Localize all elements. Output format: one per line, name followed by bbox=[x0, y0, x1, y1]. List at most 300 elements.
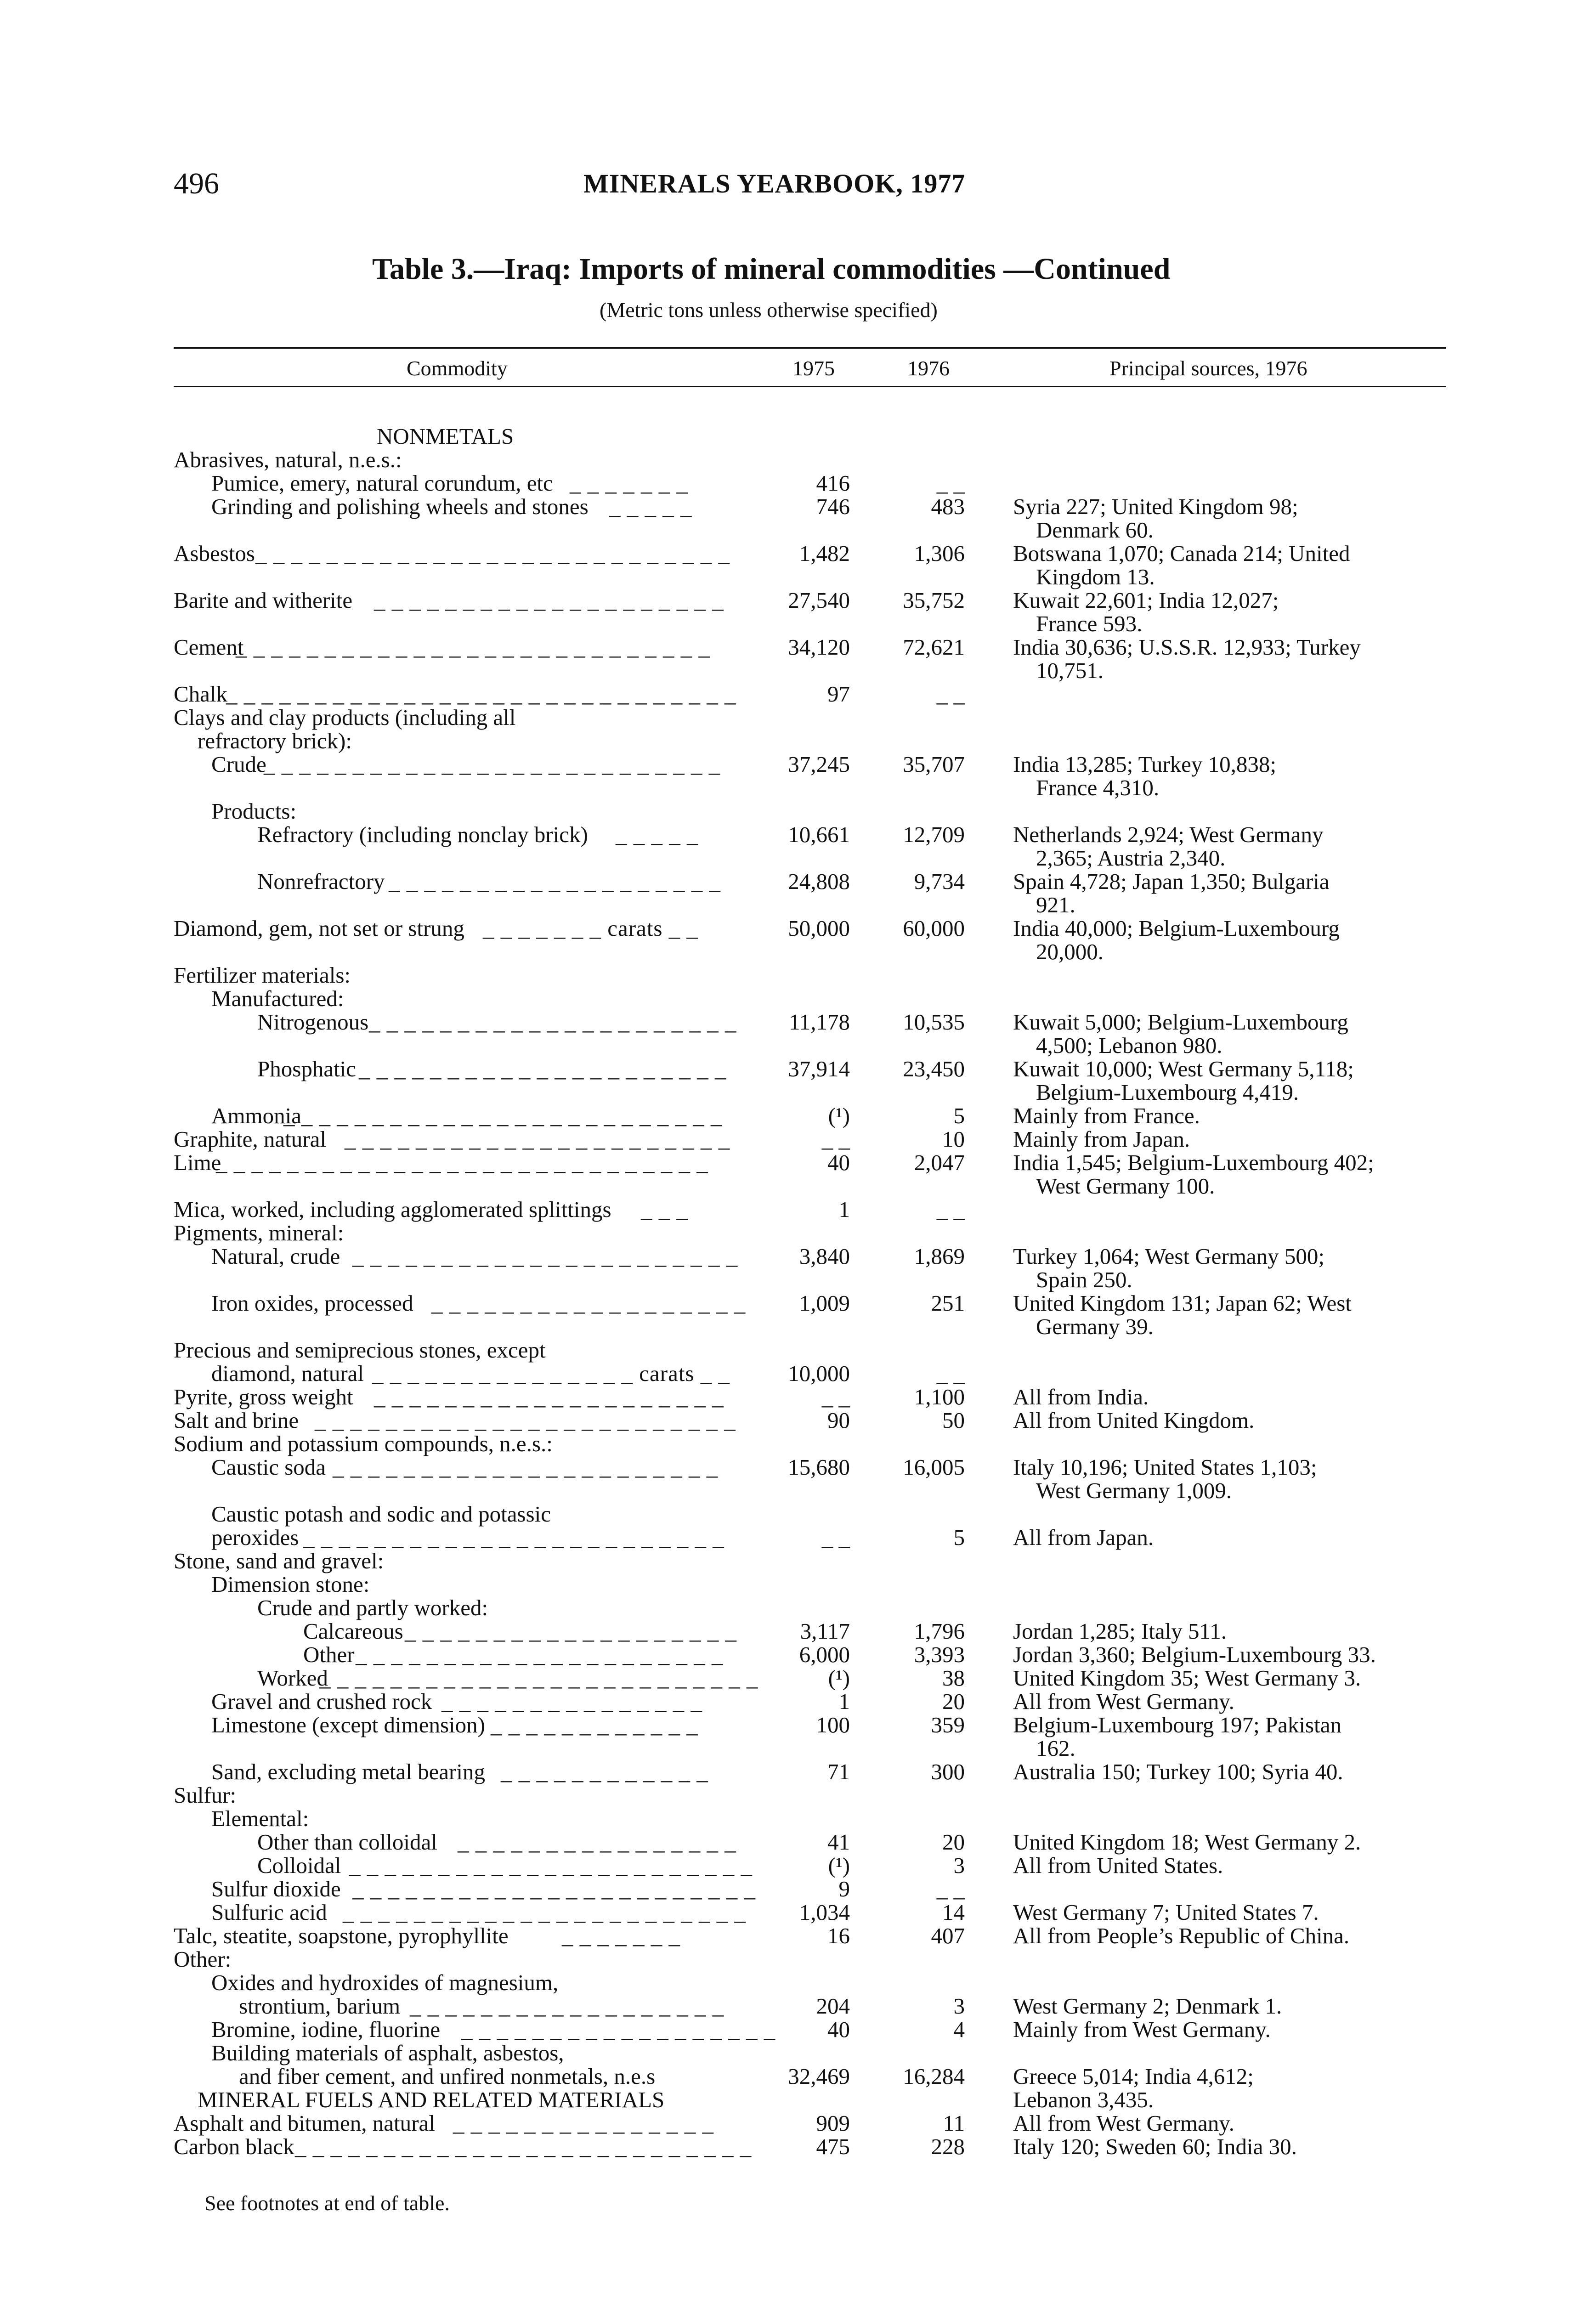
cell-1976: _ _ bbox=[936, 1361, 965, 1386]
cell-commodity: Sulfur dioxide bbox=[211, 1876, 341, 1901]
cell-1976: 407 bbox=[931, 1923, 965, 1948]
table-row bbox=[0, 1643, 1596, 1666]
top-rule bbox=[174, 347, 1446, 349]
cell-1975: 1,482 bbox=[799, 541, 850, 566]
table-row bbox=[0, 1081, 1596, 1103]
cell-sources: Jordan 3,360; Belgium-Luxembourg 33. bbox=[1013, 1642, 1376, 1667]
table-row bbox=[0, 1807, 1596, 1830]
table-subtitle: (Metric tons unless otherwise specified) bbox=[600, 298, 938, 322]
cell-1975: 32,469 bbox=[788, 2064, 850, 2089]
table-row bbox=[0, 1432, 1596, 1455]
table-row bbox=[0, 1901, 1596, 1924]
cell-commodity: Sulfur: bbox=[174, 1782, 237, 1808]
cell-sources: Kuwait 10,000; West Germany 5,118; bbox=[1013, 1056, 1354, 1081]
cell-sources: Germany 39. bbox=[1036, 1314, 1154, 1339]
table-row bbox=[0, 542, 1596, 565]
cell-1976: 1,869 bbox=[914, 1244, 965, 1269]
cell-1976: 11 bbox=[943, 2110, 965, 2136]
cell-leader: _ _ _ _ _ _ _ _ _ _ _ _ bbox=[501, 1759, 708, 1784]
cell-1976: 2,047 bbox=[914, 1150, 965, 1175]
cell-sources: 4,500; Lebanon 980. bbox=[1036, 1033, 1222, 1058]
cell-1975: (¹) bbox=[828, 1853, 850, 1878]
table-row bbox=[0, 1573, 1596, 1595]
cell-sources: West Germany 1,009. bbox=[1036, 1478, 1232, 1503]
table-row bbox=[0, 1058, 1596, 1080]
cell-commodity: Gravel and crushed rock bbox=[211, 1689, 432, 1714]
cell-sources: United Kingdom 131; Japan 62; West bbox=[1013, 1290, 1352, 1316]
cell-leader: _ _ _ _ _ _ _ _ _ _ _ _ _ _ _ _ _ _ _ _ _ _ _ _ _ _ _ _ bbox=[216, 1150, 708, 1175]
table-row bbox=[0, 659, 1596, 682]
cell-leader: _ _ _ _ _ bbox=[616, 822, 699, 847]
table-row bbox=[0, 940, 1596, 963]
cell-1976: 1,100 bbox=[914, 1384, 965, 1409]
cell-1976: 228 bbox=[931, 2134, 965, 2159]
table-row bbox=[0, 2042, 1596, 2064]
cell-sources: West Germany 7; United States 7. bbox=[1013, 1900, 1319, 1925]
cell-sources: Mainly from Japan. bbox=[1013, 1126, 1190, 1152]
table-row bbox=[0, 894, 1596, 916]
cell-leader: _ _ _ _ _ _ _ _ _ _ _ _ _ _ _ _ _ _ _ bbox=[405, 1618, 737, 1644]
cell-commodity: Diamond, gem, not set or strung bbox=[174, 916, 464, 941]
cell-commodity: Crude bbox=[211, 752, 266, 777]
cell-1976: 251 bbox=[931, 1290, 965, 1316]
cell-sources: Mainly from France. bbox=[1013, 1103, 1200, 1128]
cell-1975: 10,000 bbox=[788, 1361, 850, 1386]
cell-1976: 50 bbox=[942, 1408, 965, 1433]
cell-1976: 35,707 bbox=[903, 752, 965, 777]
table-row bbox=[0, 776, 1596, 799]
page-number: 496 bbox=[174, 167, 219, 200]
table-row bbox=[0, 1222, 1596, 1244]
cell-leader: _ _ _ _ _ _ _ _ _ _ _ _ _ _ _ _ _ _ _ _ _ _ _ _ _ _ _ bbox=[255, 541, 730, 566]
table-row bbox=[0, 1409, 1596, 1431]
table-row bbox=[0, 753, 1596, 775]
cell-1975: 71 bbox=[827, 1759, 850, 1784]
cell-1975: 97 bbox=[827, 681, 850, 707]
cell-commodity: Talc, steatite, soapstone, pyrophyllite bbox=[174, 1923, 509, 1948]
table-row bbox=[0, 1760, 1596, 1783]
table-row bbox=[0, 425, 1596, 447]
cell-sources: Italy 120; Sweden 60; India 30. bbox=[1013, 2134, 1297, 2159]
cell-sources: 921. bbox=[1036, 892, 1075, 917]
cell-sources: India 30,636; U.S.S.R. 12,933; Turkey bbox=[1013, 634, 1361, 660]
cell-commodity: MINERAL FUELS AND RELATED MATERIALS bbox=[198, 2087, 665, 2112]
cell-1976: _ _ bbox=[936, 1876, 965, 1901]
table-row bbox=[0, 1245, 1596, 1267]
cell-leader: _ _ _ _ _ _ _ _ _ _ _ _ _ _ _ _ _ _ _ _ _ _ bbox=[333, 1454, 719, 1480]
table-row bbox=[0, 2135, 1596, 2158]
cell-1976: 359 bbox=[931, 1712, 965, 1737]
cell-commodity: diamond, natural bbox=[211, 1361, 364, 1386]
cell-sources: All from United Kingdom. bbox=[1013, 1408, 1255, 1433]
table-row bbox=[0, 1151, 1596, 1174]
cell-1976: 9,734 bbox=[914, 869, 965, 894]
cell-sources: Jordan 1,285; Italy 511. bbox=[1013, 1618, 1227, 1644]
table-row bbox=[0, 1104, 1596, 1127]
cell-leader: _ _ _ _ _ _ _ _ _ _ _ _ _ _ _ _ _ _ bbox=[461, 2017, 776, 2042]
cell-1975: 15,680 bbox=[788, 1454, 850, 1480]
header-sources: Principal sources, 1976 bbox=[1109, 356, 1307, 380]
cell-1976: 5 bbox=[953, 1525, 965, 1550]
cell-1976: 72,621 bbox=[903, 634, 965, 660]
cell-sources: Belgium-Luxembourg 197; Pakistan bbox=[1013, 1712, 1341, 1737]
cell-leader: _ _ _ _ _ _ _ _ _ _ _ _ _ _ _ _ _ _ _ _ _ _ _ _ _ _ bbox=[295, 2134, 752, 2159]
cell-1975: 9 bbox=[838, 1876, 850, 1901]
cell-sources: Kuwait 22,601; India 12,027; bbox=[1013, 588, 1279, 613]
cell-commodity: Elemental: bbox=[211, 1806, 309, 1831]
table-row bbox=[0, 1526, 1596, 1549]
cell-1976: 20 bbox=[942, 1689, 965, 1714]
cell-leader: _ _ _ _ _ _ _ _ _ _ _ _ _ _ _ _ _ _ _ _ bbox=[374, 1384, 724, 1409]
table-row bbox=[0, 566, 1596, 588]
table-row bbox=[0, 1714, 1596, 1736]
cell-commodity: Nitrogenous bbox=[257, 1009, 369, 1035]
table-row bbox=[0, 1620, 1596, 1642]
footnote: See footnotes at end of table. bbox=[204, 2191, 450, 2215]
table-row bbox=[0, 870, 1596, 893]
table-row bbox=[0, 730, 1596, 752]
cell-commodity: Sand, excluding metal bearing bbox=[211, 1759, 485, 1784]
table-row bbox=[0, 1128, 1596, 1150]
cell-commodity: Fertilizer materials: bbox=[174, 962, 351, 988]
table-row bbox=[0, 2112, 1596, 2134]
cell-commodity: Oxides and hydroxides of magnesium, bbox=[211, 1970, 559, 1995]
cell-sources: All from United States. bbox=[1013, 1853, 1223, 1878]
cell-1975: 40 bbox=[827, 1150, 850, 1175]
cell-1976: 5 bbox=[953, 1103, 965, 1128]
cell-sources: All from West Germany. bbox=[1013, 2110, 1234, 2136]
cell-1975: 1,009 bbox=[799, 1290, 850, 1316]
table-row bbox=[0, 1971, 1596, 1994]
cell-1976: 60,000 bbox=[903, 916, 965, 941]
table-row bbox=[0, 1784, 1596, 1806]
cell-1976: 1,306 bbox=[914, 541, 965, 566]
table-row bbox=[0, 1339, 1596, 1361]
cell-sources: Turkey 1,064; West Germany 500; bbox=[1013, 1244, 1324, 1269]
cell-sources: India 1,545; Belgium-Luxembourg 402; bbox=[1013, 1150, 1374, 1175]
cell-leader: _ _ _ _ _ _ _ _ _ _ _ _ _ _ _ _ bbox=[458, 1829, 736, 1855]
table-row bbox=[0, 1315, 1596, 1338]
cell-1976: 3 bbox=[953, 1993, 965, 2019]
table-row bbox=[0, 917, 1596, 939]
header-commodity: Commodity bbox=[407, 356, 508, 380]
cell-leader: _ _ _ _ _ _ _ _ _ _ _ _ _ _ _ _ _ _ _ _ _ _ _ _ bbox=[315, 1408, 736, 1433]
cell-commodity: Refractory (including nonclay brick) bbox=[257, 822, 588, 847]
cell-commodity: Other bbox=[303, 1642, 355, 1667]
table-row bbox=[0, 1831, 1596, 1853]
header-1976: 1976 bbox=[907, 356, 950, 380]
cell-commodity: Caustic potash and sodic and potassic bbox=[211, 1501, 551, 1527]
cell-sources: Lebanon 3,435. bbox=[1013, 2087, 1154, 2112]
cell-leader: _ _ _ _ _ _ _ _ _ _ _ _ _ _ _ _ _ _ _ bbox=[389, 869, 721, 894]
table-row bbox=[0, 1034, 1596, 1057]
cell-leader: _ _ _ _ _ _ _ _ _ _ _ _ _ _ _ _ _ _ _ _ bbox=[374, 588, 724, 613]
table-row bbox=[0, 706, 1596, 729]
cell-1976: 3 bbox=[953, 1853, 965, 1878]
cell-commodity: Phosphatic bbox=[257, 1056, 357, 1081]
cell-commodity: Chalk bbox=[174, 681, 228, 707]
table-row bbox=[0, 1995, 1596, 2017]
cell-1976: 10 bbox=[942, 1126, 965, 1152]
cell-leader: _ _ _ _ _ _ _ _ _ _ _ _ _ _ _ _ _ _ _ _ _ bbox=[369, 1009, 737, 1035]
cell-commodity: refractory brick): bbox=[198, 728, 352, 753]
cell-sources: France 4,310. bbox=[1036, 775, 1160, 800]
cell-1976: 10,535 bbox=[903, 1009, 965, 1035]
cell-leader: _ _ _ _ _ _ _ _ _ _ _ _ _ _ _ carats _ _ bbox=[372, 1361, 730, 1386]
cell-commodity: Limestone (except dimension) bbox=[211, 1712, 485, 1737]
cell-1976: _ _ bbox=[936, 1197, 965, 1222]
cell-1976: 4 bbox=[953, 2017, 965, 2042]
cell-leader: _ _ _ _ _ _ _ _ _ _ _ _ _ _ _ _ _ _ _ _ _ _ bbox=[345, 1126, 730, 1152]
table-row bbox=[0, 1362, 1596, 1385]
cell-sources: Australia 150; Turkey 100; Syria 40. bbox=[1013, 1759, 1343, 1784]
cell-commodity: Clays and clay products (including all bbox=[174, 705, 516, 730]
table-row bbox=[0, 1175, 1596, 1197]
cell-sources: 20,000. bbox=[1036, 939, 1104, 964]
table-row bbox=[0, 1386, 1596, 1408]
table-row bbox=[0, 964, 1596, 986]
cell-leader: _ _ _ _ _ _ _ _ _ _ _ _ _ _ _ _ _ _ _ _ _ _ _ bbox=[343, 1900, 746, 1925]
cell-commodity: Crude and partly worked: bbox=[257, 1595, 488, 1620]
cell-leader: _ _ _ _ _ _ _ _ _ _ _ _ _ _ _ _ _ _ _ _ _ _ _ _ _ bbox=[319, 1665, 758, 1691]
cell-leader: _ _ _ _ _ _ _ _ _ _ _ _ _ _ _ _ _ _ _ _ _ _ bbox=[352, 1244, 738, 1269]
cell-commodity: Sulfuric acid bbox=[211, 1900, 327, 1925]
cell-1976: 16,005 bbox=[903, 1454, 965, 1480]
table-row bbox=[0, 1737, 1596, 1760]
cell-1976: 12,709 bbox=[903, 822, 965, 847]
cell-commodity: Calcareous bbox=[303, 1618, 403, 1644]
table-title: Table 3.—Iraq: Imports of mineral commodities —Continued bbox=[372, 252, 1171, 286]
cell-commodity: Natural, crude bbox=[211, 1244, 340, 1269]
cell-commodity: Building materials of asphalt, asbestos, bbox=[211, 2040, 564, 2065]
header-rule bbox=[174, 386, 1446, 387]
cell-sources: All from People’s Republic of China. bbox=[1013, 1923, 1350, 1948]
cell-1975: 11,178 bbox=[789, 1009, 850, 1035]
table-row bbox=[0, 448, 1596, 471]
cell-leader: _ _ _ _ _ _ _ _ _ _ _ _ _ _ _ _ _ _ _ _ _ _ _ _ _ bbox=[283, 1103, 723, 1128]
cell-commodity: Salt and brine bbox=[174, 1408, 299, 1433]
table-row bbox=[0, 1878, 1596, 1900]
cell-1975: 24,808 bbox=[788, 869, 850, 894]
cell-1976: 35,752 bbox=[903, 588, 965, 613]
cell-leader: _ _ _ _ _ _ _ _ _ _ _ _ _ _ _ _ _ _ bbox=[431, 1290, 746, 1316]
cell-commodity: Graphite, natural bbox=[174, 1126, 326, 1152]
cell-leader: _ _ _ _ _ _ _ _ _ _ _ _ _ _ _ _ _ _ _ _ _ _ _ _ _ _ bbox=[264, 752, 721, 777]
table-row bbox=[0, 495, 1596, 518]
table-row bbox=[0, 472, 1596, 494]
cell-sources: Spain 4,728; Japan 1,350; Bulgaria bbox=[1013, 869, 1330, 894]
cell-leader: _ _ _ _ _ _ _ _ _ _ _ _ _ _ _ _ _ _ _ _ _ _ _ bbox=[352, 1876, 756, 1901]
cell-sources: United Kingdom 35; West Germany 3. bbox=[1013, 1665, 1361, 1691]
cell-leader: _ _ _ _ _ _ _ bbox=[570, 470, 688, 496]
cell-1975: 746 bbox=[816, 494, 850, 519]
cell-sources: West Germany 100. bbox=[1036, 1173, 1215, 1199]
cell-1975: 40 bbox=[827, 2017, 850, 2042]
cell-1975: 1 bbox=[838, 1689, 850, 1714]
cell-leader: _ _ _ _ _ _ _ _ _ _ _ _ _ _ _ _ _ _ _ _ _ _ _ _ _ _ _ _ _ bbox=[226, 681, 736, 707]
cell-1976: _ _ bbox=[936, 470, 965, 496]
table-row bbox=[0, 1503, 1596, 1525]
table-row bbox=[0, 1456, 1596, 1478]
cell-commodity: Colloidal bbox=[257, 1853, 341, 1878]
cell-1976: 1,796 bbox=[914, 1618, 965, 1644]
cell-leader: _ _ _ _ _ _ _ bbox=[562, 1923, 680, 1948]
cell-sources: Kuwait 5,000; Belgium-Luxembourg bbox=[1013, 1009, 1348, 1035]
cell-commodity: and fiber cement, and unfired nonmetals, n.e.s bbox=[239, 2064, 656, 2089]
cell-1975: 204 bbox=[816, 1993, 850, 2019]
cell-1975: 37,914 bbox=[788, 1056, 850, 1081]
table-row bbox=[0, 847, 1596, 869]
cell-leader: _ _ _ _ _ bbox=[609, 494, 692, 519]
table-row bbox=[0, 2018, 1596, 2041]
table-row bbox=[0, 1667, 1596, 1689]
cell-sources: 162. bbox=[1036, 1736, 1075, 1761]
table-row bbox=[0, 1479, 1596, 1502]
cell-commodity: Other than colloidal bbox=[257, 1829, 437, 1855]
cell-commodity: Lime bbox=[174, 1150, 221, 1175]
running-head: MINERALS YEARBOOK, 1977 bbox=[583, 169, 966, 198]
cell-sources: 2,365; Austria 2,340. bbox=[1036, 845, 1226, 871]
cell-1975: (¹) bbox=[828, 1665, 850, 1691]
cell-commodity: peroxides bbox=[211, 1525, 299, 1550]
cell-1976: 483 bbox=[931, 494, 965, 519]
table-row bbox=[0, 823, 1596, 846]
cell-commodity: Cement bbox=[174, 634, 244, 660]
cell-sources: Kingdom 13. bbox=[1036, 564, 1155, 589]
table-row bbox=[0, 683, 1596, 705]
cell-1976: 38 bbox=[942, 1665, 965, 1691]
cell-commodity: Precious and semiprecious stones, except bbox=[174, 1337, 546, 1363]
table-row bbox=[0, 1596, 1596, 1619]
cell-1975: (¹) bbox=[828, 1103, 850, 1128]
cell-leader: _ _ _ _ _ _ _ _ _ _ _ _ _ _ _ _ _ _ bbox=[410, 1993, 724, 2019]
cell-commodity: Pyrite, gross weight bbox=[174, 1384, 353, 1409]
table-row bbox=[0, 1011, 1596, 1033]
cell-1976: 300 bbox=[931, 1759, 965, 1784]
cell-commodity: Stone, sand and gravel: bbox=[174, 1548, 384, 1573]
cell-1975: _ _ bbox=[821, 1384, 850, 1409]
cell-commodity: Caustic soda bbox=[211, 1454, 326, 1480]
cell-1975: _ _ bbox=[821, 1126, 850, 1152]
cell-sources: All from India. bbox=[1013, 1384, 1149, 1409]
table-row bbox=[0, 987, 1596, 1010]
cell-leader: _ _ _ _ _ _ _ carats _ _ bbox=[483, 916, 698, 941]
cell-1975: 50,000 bbox=[788, 916, 850, 941]
table-row bbox=[0, 2065, 1596, 2088]
cell-leader: _ _ _ _ _ _ _ _ _ _ _ _ _ _ _ _ _ _ _ _ _ _ _ bbox=[349, 1853, 753, 1878]
cell-sources: Mainly from West Germany. bbox=[1013, 2017, 1271, 2042]
cell-1975: 416 bbox=[816, 470, 850, 496]
cell-1975: 475 bbox=[816, 2134, 850, 2159]
cell-1975: 100 bbox=[816, 1712, 850, 1737]
table-row bbox=[0, 1854, 1596, 1877]
cell-1976: 14 bbox=[942, 1900, 965, 1925]
cell-1975: 90 bbox=[827, 1408, 850, 1433]
cell-1975: 3,840 bbox=[799, 1244, 850, 1269]
table-row bbox=[0, 589, 1596, 611]
cell-leader: _ _ _ _ _ _ _ _ _ _ _ _ _ _ _ _ _ _ _ _ _ bbox=[359, 1056, 727, 1081]
cell-sources: Botswana 1,070; Canada 214; United bbox=[1013, 541, 1350, 566]
cell-commodity: strontium, barium bbox=[239, 1993, 401, 2019]
table-row bbox=[0, 1268, 1596, 1291]
header-1975: 1975 bbox=[792, 356, 835, 380]
cell-1975: 37,245 bbox=[788, 752, 850, 777]
cell-1975: 10,661 bbox=[788, 822, 850, 847]
cell-leader: _ _ _ _ _ _ _ _ _ _ _ _ _ _ _ _ _ _ _ _ _ bbox=[356, 1642, 724, 1667]
cell-1975: 1,034 bbox=[799, 1900, 850, 1925]
cell-sources: India 40,000; Belgium-Luxembourg bbox=[1013, 916, 1340, 941]
cell-1975: 41 bbox=[827, 1829, 850, 1855]
cell-commodity: Bromine, iodine, fluorine bbox=[211, 2017, 441, 2042]
table-row bbox=[0, 636, 1596, 658]
cell-commodity: Mica, worked, including agglomerated splittings bbox=[174, 1197, 611, 1222]
table-row bbox=[0, 1550, 1596, 1572]
cell-leader: _ _ _ _ _ _ _ _ _ _ _ _ _ _ _ _ _ _ _ _ _ _ _ _ bbox=[303, 1525, 724, 1550]
cell-commodity: Carbon black bbox=[174, 2134, 294, 2159]
cell-leader: _ _ _ bbox=[641, 1197, 688, 1222]
cell-1975: 1 bbox=[838, 1197, 850, 1222]
cell-sources: United Kingdom 18; West Germany 2. bbox=[1013, 1829, 1361, 1855]
cell-sources: Belgium-Luxembourg 4,419. bbox=[1036, 1080, 1299, 1105]
cell-1976: 16,284 bbox=[903, 2064, 965, 2089]
cell-commodity: Sodium and potassium compounds, n.e.s.: bbox=[174, 1431, 553, 1456]
cell-leader: _ _ _ _ _ _ _ _ _ _ _ _ bbox=[491, 1712, 698, 1737]
cell-leader: _ _ _ _ _ _ _ _ _ _ _ _ _ _ _ bbox=[441, 1689, 702, 1714]
cell-sources: Italy 10,196; United States 1,103; bbox=[1013, 1454, 1317, 1480]
cell-commodity: Nonrefractory bbox=[257, 869, 385, 894]
cell-1976: 23,450 bbox=[903, 1056, 965, 1081]
table-row bbox=[0, 800, 1596, 822]
cell-sources: All from Japan. bbox=[1013, 1525, 1154, 1550]
cell-commodity: Ammonia bbox=[211, 1103, 301, 1128]
cell-sources: Netherlands 2,924; West Germany bbox=[1013, 822, 1324, 847]
cell-commodity: Asbestos bbox=[174, 541, 255, 566]
cell-commodity: Manufactured: bbox=[211, 986, 344, 1011]
table-row bbox=[0, 1690, 1596, 1713]
cell-commodity: Products: bbox=[211, 798, 297, 824]
cell-commodity: Dimension stone: bbox=[211, 1572, 370, 1597]
cell-sources: India 13,285; Turkey 10,838; bbox=[1013, 752, 1277, 777]
cell-sources: Spain 250. bbox=[1036, 1267, 1132, 1292]
cell-1975: 34,120 bbox=[788, 634, 850, 660]
table-row bbox=[0, 1292, 1596, 1314]
cell-1976: 20 bbox=[942, 1829, 965, 1855]
cell-leader: _ _ _ _ _ _ _ _ _ _ _ _ _ _ _ _ _ _ _ _ _ _ _ _ _ _ _ bbox=[236, 634, 710, 660]
cell-1976: _ _ bbox=[936, 681, 965, 707]
table-row bbox=[0, 2088, 1596, 2111]
cell-sources: Syria 227; United Kingdom 98; bbox=[1013, 494, 1298, 519]
table-row bbox=[0, 1924, 1596, 1947]
cell-commodity: Pigments, mineral: bbox=[174, 1220, 344, 1245]
table-row bbox=[0, 519, 1596, 541]
cell-1975: 6,000 bbox=[799, 1642, 850, 1667]
cell-commodity: Pumice, emery, natural corundum, etc bbox=[211, 470, 553, 496]
cell-1975: 27,540 bbox=[788, 588, 850, 613]
cell-commodity: Iron oxides, processed bbox=[211, 1290, 413, 1316]
cell-sources: West Germany 2; Denmark 1. bbox=[1013, 1993, 1282, 2019]
table-row bbox=[0, 1198, 1596, 1221]
cell-1975: _ _ bbox=[821, 1525, 850, 1550]
cell-1976: 3,393 bbox=[914, 1642, 965, 1667]
cell-sources: Greece 5,014; India 4,612; bbox=[1013, 2064, 1254, 2089]
cell-commodity: Asphalt and bitumen, natural bbox=[174, 2110, 435, 2136]
cell-commodity: Barite and witherite bbox=[174, 588, 353, 613]
cell-1975: 3,117 bbox=[800, 1618, 850, 1644]
cell-1975: 909 bbox=[816, 2110, 850, 2136]
cell-sources: Denmark 60. bbox=[1036, 517, 1154, 543]
table-row bbox=[0, 1948, 1596, 1970]
cell-sources: 10,751. bbox=[1036, 658, 1104, 683]
